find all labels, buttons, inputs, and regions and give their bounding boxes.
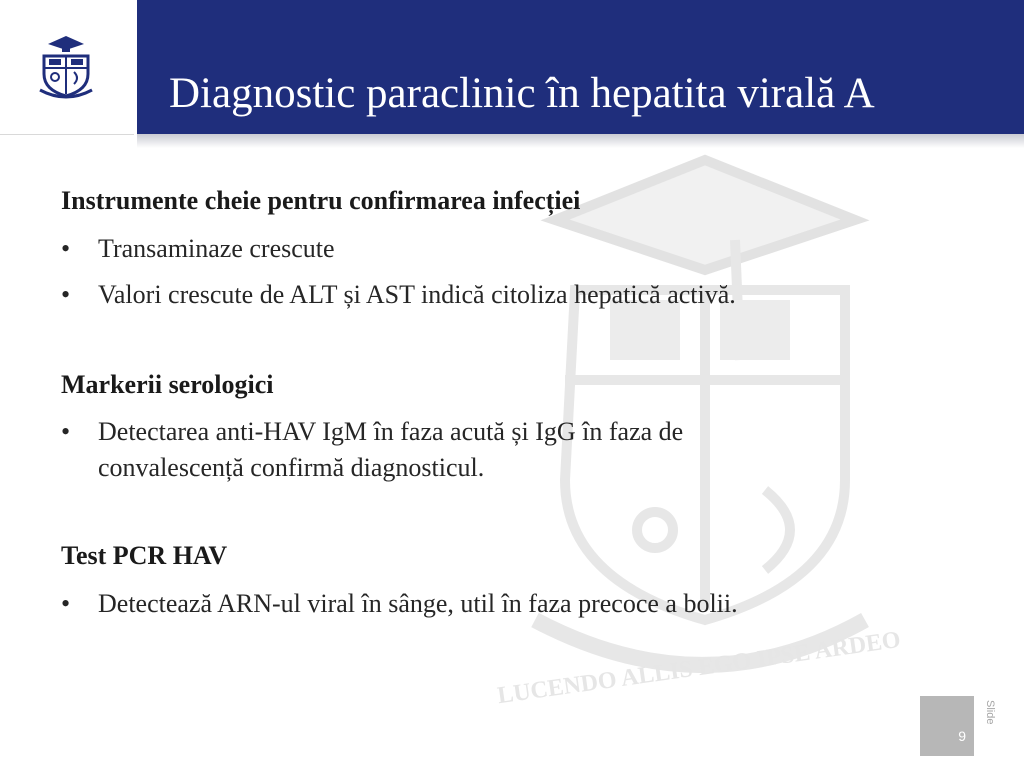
section-heading: Instrumente cheie pentru confirmarea infecției bbox=[61, 186, 581, 215]
slide-label: Slide bbox=[984, 700, 996, 725]
section-heading: Markerii serologici bbox=[61, 370, 274, 399]
bullet-icon: • bbox=[61, 234, 71, 263]
slide: Diagnostic paraclinic în hepatita virală A LUCENDO ALLIS EGO IPSE ARDEO Instrumente cheie pentru confirmarea infecției • Transaminaze crescute • Valori crescute de ALT și AST indică citoliza hepatică activă. Markerii serologici • Detectarea anti-HAV IgM în faza acută și IgG în faza de convalescență confirmă diagnosticul. Test PCR HAV • Detectează ARN-ul viral în sânge, util în faza precoce a bolii. 9 Slide bbox=[0, 0, 1024, 767]
logo-area bbox=[0, 0, 134, 135]
watermark-motto: LUCENDO ALLIS EGO IPSE ARDEO bbox=[495, 626, 903, 710]
bullet-icon: • bbox=[61, 280, 71, 309]
page-number-tab bbox=[920, 696, 974, 756]
bullet-icon: • bbox=[61, 589, 71, 618]
section-heading: Test PCR HAV bbox=[61, 541, 228, 570]
title-bar bbox=[137, 0, 1024, 134]
page-number: 9 bbox=[958, 728, 966, 744]
university-crest-icon bbox=[38, 34, 94, 100]
title-shadow bbox=[137, 134, 1024, 148]
slide-title: Diagnostic paraclinic în hepatita virală A bbox=[169, 70, 875, 117]
bullet-icon: • bbox=[61, 417, 71, 446]
